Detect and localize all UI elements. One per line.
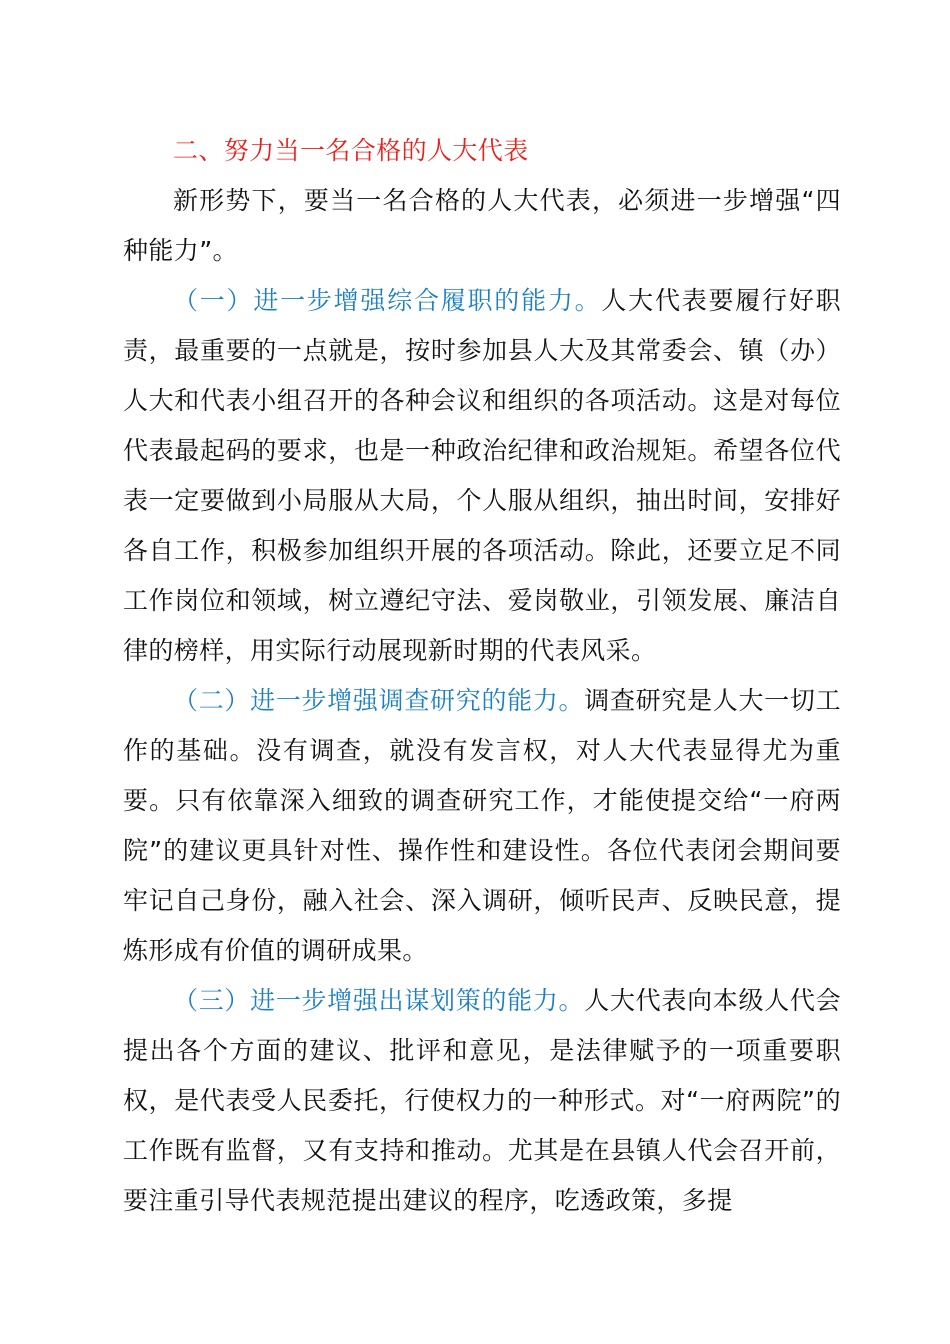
section-heading: 二、努力当一名合格的人大代表 [173,136,529,165]
subheading-3: （三）进一步增强出谋划策的能力。 [173,986,585,1015]
paragraph-1-body: 人大代表要履行好职责，最重要的一点就是，按时参加县人大及其常委会、镇（办）人大和代表小组召开的各种会议和组织的各项活动。这是对每位代表最起码的要求，也是一种政治纪律和政治规矩。希望各位代表一定要做到小局服从大局，个人服从组织，抽出时间，安排好各自工作，积极参加组织开展的各项活动。除此，还要立足不同工作岗位和领域，树立遵纪守法、爱岗敬业，引领发展、廉洁自律的榜样，用实际行动展现新时期的代表风采。 [123,286,842,665]
paragraph-1 [123,276,841,676]
paragraph-3-body: 人大代表向本级人代会提出各个方面的建议、批评和意见，是法律赋予的一项重要职权，是代表受人民委托，行使权力的一种形式。对“一府两院”的工作既有监督，又有支持和推动。尤其是在县镇人代会召开前，要注重引导代表规范提出建议的程序，吃透政策，多提 [123,986,841,1215]
subheading-1: （一）进一步增强综合履职的能力。 [173,286,602,315]
document-body [123,126,841,1226]
paragraph-3 [123,976,841,1226]
intro-paragraph: 新形势下，要当一名合格的人大代表，必须进一步增强“四种能力”。 [123,186,841,265]
paragraph-2-body: 调查研究是人大一切工作的基础。没有调查，就没有发言权，对人大代表显得尤为重要。只有依靠深入细致的调查研究工作，才能使提交给“一府两院”的建议更具针对性、操作性和建设性。各位代表闭会期间要牢记自己身份，融入社会、深入调研，倾听民声、反映民意，提炼形成有价值的调研成果。 [123,686,841,965]
subheading-2: （二）进一步增强调查研究的能力。 [173,686,585,715]
paragraph-2 [123,676,841,976]
